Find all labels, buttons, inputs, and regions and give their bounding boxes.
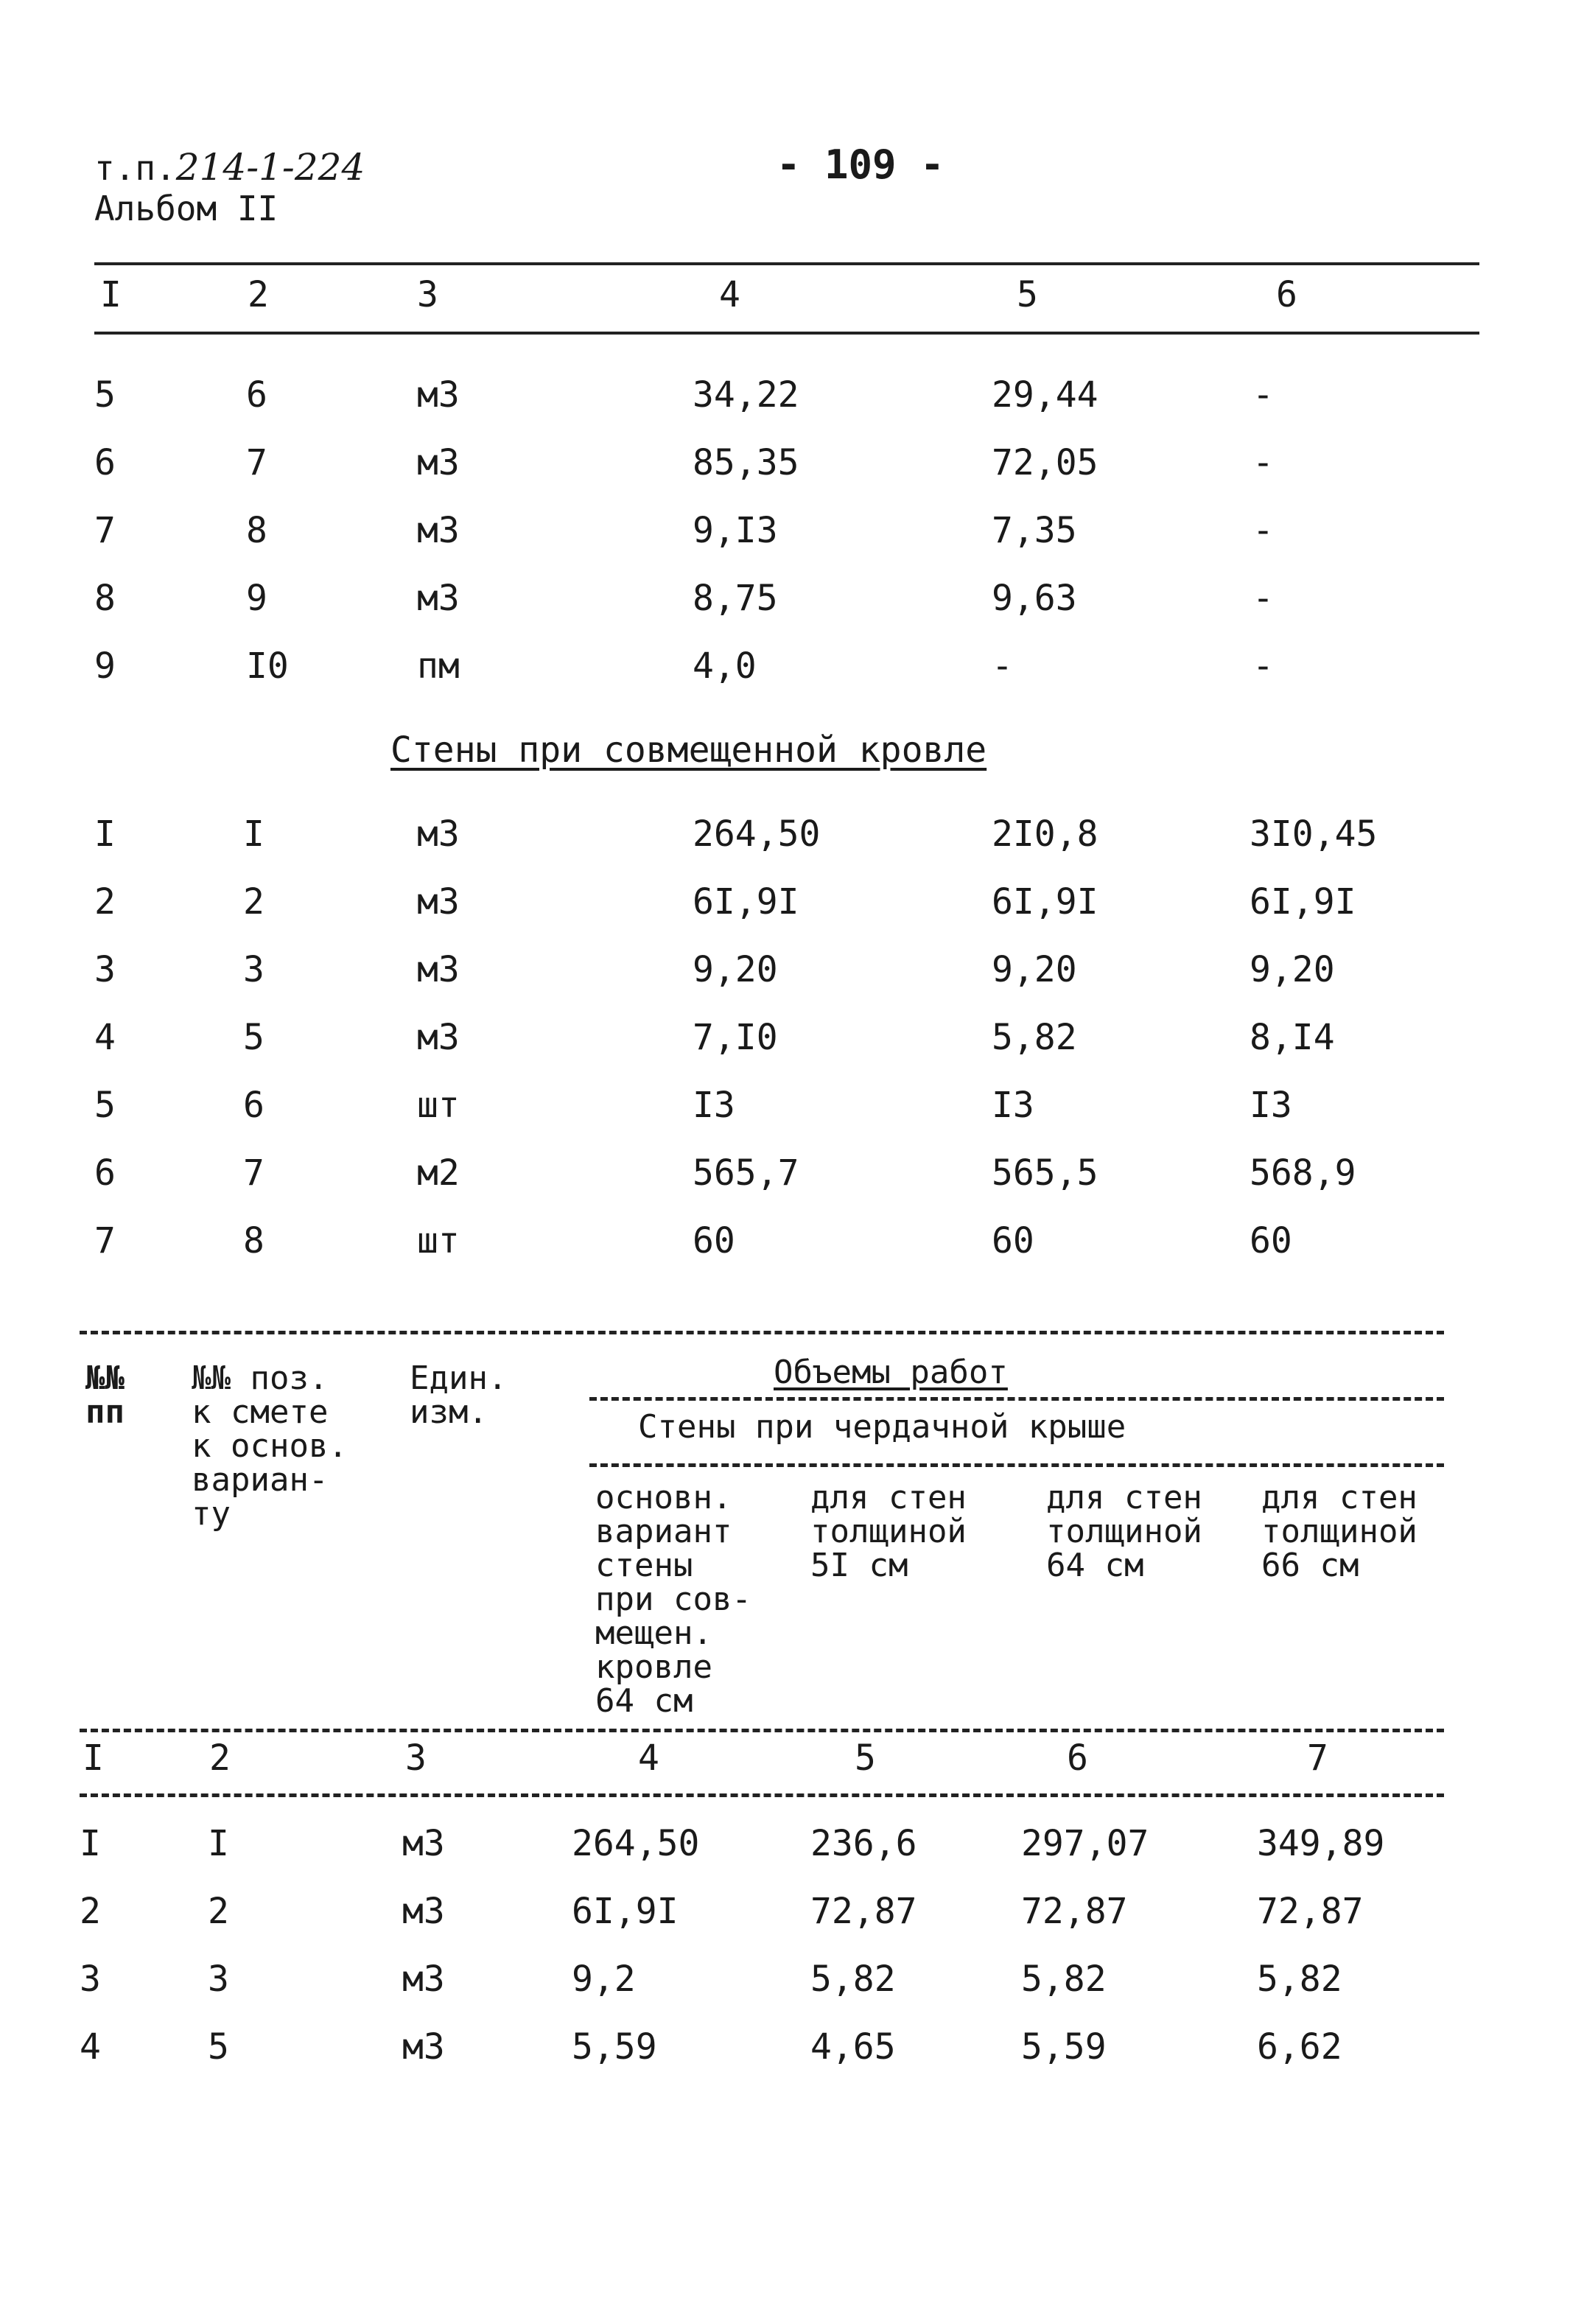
table2-cell: 6I,9I bbox=[1250, 881, 1356, 923]
table1-cell: 7 bbox=[246, 442, 267, 483]
table3-cell: 349,89 bbox=[1257, 1823, 1385, 1864]
table3-cell: 2 bbox=[208, 1891, 229, 1932]
table3-header-subgroup-title: Стены при чердачной крыше bbox=[638, 1408, 1126, 1446]
table1-col-header: 5 bbox=[1017, 274, 1038, 315]
table1-cell: - bbox=[992, 645, 1013, 687]
table3-subgroup-dashed-rule bbox=[589, 1463, 1444, 1467]
table3-cell: 6,62 bbox=[1257, 2026, 1342, 2068]
table2-cell: 568,9 bbox=[1250, 1152, 1356, 1194]
table2-cell: 9,20 bbox=[1250, 949, 1335, 990]
table2-cell: шт bbox=[417, 1220, 460, 1261]
table3-cell: 72,87 bbox=[1021, 1891, 1128, 1932]
table3-numbering-dashed-rule bbox=[80, 1793, 1444, 1797]
table1-cell: - bbox=[1252, 442, 1274, 483]
table3-cell: 5,59 bbox=[572, 2026, 657, 2068]
table3-header-dashed-rule bbox=[80, 1729, 1444, 1732]
table1-cell: м3 bbox=[417, 510, 460, 551]
table2-cell: м3 bbox=[417, 949, 460, 990]
table3-cell: 3 bbox=[208, 1959, 229, 2000]
table2-cell: 6 bbox=[94, 1152, 116, 1194]
table1-col-header: I bbox=[100, 274, 122, 315]
table2-cell: 7 bbox=[243, 1152, 264, 1194]
table1-cell: 9 bbox=[94, 645, 116, 687]
table2-cell: 60 bbox=[693, 1220, 735, 1261]
table2-cell: 264,50 bbox=[693, 813, 821, 855]
document-code bbox=[94, 146, 365, 189]
table1-col-header: 3 bbox=[417, 274, 438, 315]
table1-cell: 6 bbox=[94, 442, 116, 483]
table3-cell: 72,87 bbox=[810, 1891, 917, 1932]
table3-col-number: 3 bbox=[405, 1737, 427, 1779]
table3-cell: 236,6 bbox=[810, 1823, 917, 1864]
table2-cell: 3 bbox=[94, 949, 116, 990]
table2-cell: 7,I0 bbox=[693, 1017, 778, 1058]
table1-col-header: 6 bbox=[1276, 274, 1297, 315]
table3-group-dashed-rule bbox=[589, 1397, 1444, 1401]
table1-cell: 85,35 bbox=[693, 442, 799, 483]
table2-cell: 2 bbox=[243, 881, 264, 923]
table2-cell: 5 bbox=[94, 1085, 116, 1126]
table3-header-col6: для стен толщиной 64 см bbox=[1046, 1479, 1202, 1584]
table3-cell: 9,2 bbox=[572, 1959, 636, 2000]
table3-col-number: I bbox=[83, 1737, 104, 1779]
table2-cell: 7 bbox=[94, 1220, 116, 1261]
table3-cell: 5 bbox=[208, 2026, 229, 2068]
table3-header-col5: для стен толщиной 5I см bbox=[810, 1479, 967, 1584]
table1-cell: м3 bbox=[417, 578, 460, 619]
table3-col-number: 7 bbox=[1307, 1737, 1328, 1779]
table3-cell: м3 bbox=[402, 1891, 445, 1932]
table2-cell: 60 bbox=[992, 1220, 1034, 1261]
table1-cell: пм bbox=[417, 645, 460, 687]
table3-cell: 3 bbox=[80, 1959, 101, 2000]
table2-cell: 4 bbox=[94, 1017, 116, 1058]
table1-cell: - bbox=[1252, 578, 1274, 619]
table3-col-number: 4 bbox=[638, 1737, 659, 1779]
table3-header-row-number: №№ пп bbox=[85, 1359, 125, 1431]
table3-header-col7: для стен толщиной 66 см bbox=[1261, 1479, 1417, 1584]
table3-cell: 297,07 bbox=[1021, 1823, 1149, 1864]
table2-cell: 565,5 bbox=[992, 1152, 1098, 1194]
table2-cell: I bbox=[94, 813, 116, 855]
table3-cell: м3 bbox=[402, 2026, 445, 2068]
table2-cell: 8 bbox=[243, 1220, 264, 1261]
table3-cell: I bbox=[80, 1823, 101, 1864]
table3-col-number: 6 bbox=[1067, 1737, 1088, 1779]
table2-cell: м2 bbox=[417, 1152, 460, 1194]
table2-cell: 9,20 bbox=[992, 949, 1077, 990]
table1-cell: 5 bbox=[94, 374, 116, 416]
album-label: Альбом II bbox=[94, 189, 278, 228]
table3-header-group-title: Объемы работ bbox=[774, 1354, 1008, 1391]
table2-cell: 5,82 bbox=[992, 1017, 1077, 1058]
table3-col-number: 5 bbox=[855, 1737, 876, 1779]
document-code-handwritten: 214-1-224 bbox=[175, 146, 365, 189]
table3-cell: 5,82 bbox=[1021, 1959, 1107, 2000]
table2-cell: 2 bbox=[94, 881, 116, 923]
table3-cell: 5,59 bbox=[1021, 2026, 1107, 2068]
table3-cell: 5,82 bbox=[810, 1959, 896, 2000]
table2-cell: 8,I4 bbox=[1250, 1017, 1335, 1058]
table2-cell: I3 bbox=[992, 1085, 1034, 1126]
table1-header-rule bbox=[94, 332, 1479, 335]
table1-top-rule bbox=[94, 262, 1479, 265]
table3-cell: I bbox=[208, 1823, 229, 1864]
table3-cell: 2 bbox=[80, 1891, 101, 1932]
table2-cell: 3 bbox=[243, 949, 264, 990]
table3-cell: 5,82 bbox=[1257, 1959, 1342, 2000]
table1-cell: 72,05 bbox=[992, 442, 1098, 483]
document-code-prefix: т.п. bbox=[94, 148, 176, 188]
table3-cell: 4,65 bbox=[810, 2026, 896, 2068]
section-title: Стены при совмещенной кровле bbox=[390, 729, 987, 771]
table2-cell: I3 bbox=[1250, 1085, 1292, 1126]
table3-cell: 6I,9I bbox=[572, 1891, 679, 1932]
table2-cell: м3 bbox=[417, 813, 460, 855]
table2-cell: 6I,9I bbox=[693, 881, 799, 923]
table1-cell: м3 bbox=[417, 442, 460, 483]
table1-cell: 9,63 bbox=[992, 578, 1077, 619]
table2-cell: 2I0,8 bbox=[992, 813, 1098, 855]
table3-cell: 72,87 bbox=[1257, 1891, 1364, 1932]
table3-header-unit: Един. изм. bbox=[410, 1359, 508, 1431]
table2-cell: 5 bbox=[243, 1017, 264, 1058]
table2-cell: 9,20 bbox=[693, 949, 778, 990]
table1-cell: 7 bbox=[94, 510, 116, 551]
table1-cell: 8 bbox=[246, 510, 267, 551]
table1-cell: - bbox=[1252, 374, 1274, 416]
table2-cell: I3 bbox=[693, 1085, 735, 1126]
table3-col-number: 2 bbox=[209, 1737, 231, 1779]
table3-top-dashed-rule bbox=[80, 1331, 1444, 1334]
table1-cell: 34,22 bbox=[693, 374, 799, 416]
table2-cell: I bbox=[243, 813, 264, 855]
table1-cell: 6 bbox=[246, 374, 267, 416]
table2-cell: 565,7 bbox=[693, 1152, 799, 1194]
table1-cell: 9,I3 bbox=[693, 510, 778, 551]
table1-cell: 29,44 bbox=[992, 374, 1098, 416]
table2-cell: 6 bbox=[243, 1085, 264, 1126]
table1-cell: м3 bbox=[417, 374, 460, 416]
table1-cell: 9 bbox=[246, 578, 267, 619]
table1-cell: 8,75 bbox=[693, 578, 778, 619]
table2-cell: шт bbox=[417, 1085, 460, 1126]
table2-cell: 3I0,45 bbox=[1250, 813, 1378, 855]
table1-cell: 8 bbox=[94, 578, 116, 619]
table1-col-header: 4 bbox=[719, 274, 740, 315]
table3-cell: 264,50 bbox=[572, 1823, 700, 1864]
table3-header-position: №№ поз. к смете к основ. вариан- ту bbox=[192, 1359, 348, 1533]
table3-header-col4: основн. вариант стены при сов- мещен. кровле 64 см bbox=[595, 1479, 751, 1720]
table2-cell: 6I,9I bbox=[992, 881, 1098, 923]
table1-cell: - bbox=[1252, 510, 1274, 551]
table1-col-header: 2 bbox=[248, 274, 269, 315]
page-number: - 109 - bbox=[777, 141, 945, 188]
table3-cell: м3 bbox=[402, 1959, 445, 2000]
table3-cell: м3 bbox=[402, 1823, 445, 1864]
table2-cell: 60 bbox=[1250, 1220, 1292, 1261]
table1-cell: I0 bbox=[246, 645, 289, 687]
table1-cell: 4,0 bbox=[693, 645, 757, 687]
table3-cell: 4 bbox=[80, 2026, 101, 2068]
table2-cell: м3 bbox=[417, 1017, 460, 1058]
table1-cell: - bbox=[1252, 645, 1274, 687]
table2-cell: м3 bbox=[417, 881, 460, 923]
table1-cell: 7,35 bbox=[992, 510, 1077, 551]
